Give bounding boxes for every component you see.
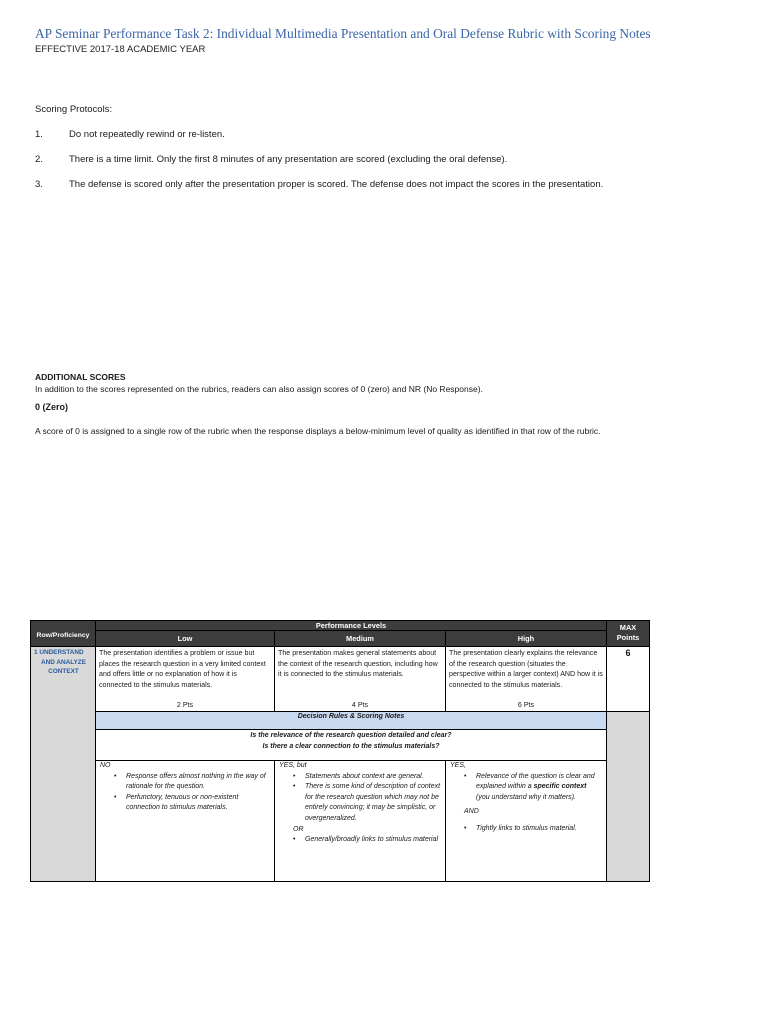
low-header: Low xyxy=(95,630,275,647)
high-note-text: (you understand why it matters). xyxy=(476,793,576,801)
low-notes-cell xyxy=(95,760,275,882)
or-label: OR xyxy=(293,825,304,833)
additional-scores-heading: ADDITIONAL SCORES xyxy=(35,372,126,382)
yes-label: YES, xyxy=(450,762,466,769)
specific-context-text: specific context xyxy=(533,783,587,791)
medium-note-bullet: • Statements about context are general. xyxy=(275,772,445,783)
protocol-number: 2. xyxy=(35,154,43,165)
protocol-text: There is a time limit. Only the first 8 minutes of any presentation are scored (excluding the oral defense). xyxy=(69,154,508,165)
zero-score-body: A score of 0 is assigned to a single row of the rubric when the response displays a below-minimum level of quality as identified in that row of the rubric. xyxy=(35,426,601,436)
max-points-header xyxy=(606,620,650,647)
protocol-number: 1. xyxy=(35,129,43,140)
medium-descriptor-cell xyxy=(274,646,446,712)
row-label-line: 1 UNDERSTAND xyxy=(34,649,84,656)
high-note-bullet: • Tightly links to stimulus material. xyxy=(446,824,606,835)
decision-rules-header xyxy=(95,711,607,730)
row-label-line: AND ANALYZE xyxy=(41,658,86,666)
document-title: AP Seminar Performance Task 2: Individual Multimedia Presentation and Oral Defense Rubric with Scoring Notes xyxy=(35,26,651,41)
rubric-table xyxy=(30,620,650,882)
guiding-questions-cell xyxy=(95,729,607,761)
max-points-cell xyxy=(606,646,650,712)
and-label: AND xyxy=(464,808,479,816)
question-1: Is the relevance of the research question detailed and clear? xyxy=(250,732,452,739)
row-label-line: CONTEXT xyxy=(48,668,79,675)
protocol-text: Do not repeatedly rewind or re-listen. xyxy=(69,129,225,140)
no-label: NO xyxy=(100,762,111,769)
max-points-gray-cell xyxy=(606,711,650,882)
guiding-questions xyxy=(96,730,606,752)
medium-note-bullet: • There is some kind of description of context for the research question which may not be entirely convincing; it may be simplistic, or overgeneralized. xyxy=(275,782,445,824)
protocol-item xyxy=(35,154,507,165)
additional-scores-body: In addition to the scores represented on the rubrics, readers can also assign scores of 0 (zero) and NR (No Response). xyxy=(35,384,483,394)
low-points: 2 Pts xyxy=(176,701,194,709)
max-points-value: 6 xyxy=(625,648,631,658)
medium-header: Medium xyxy=(274,630,446,647)
decision-rules-label: Decision Rules & Scoring Notes xyxy=(297,713,405,720)
low-descriptor-cell xyxy=(95,646,275,712)
high-descriptor-cell xyxy=(445,646,607,712)
low-note-bullet: • Response offers almost nothing in the way of rationale for the question. xyxy=(96,772,274,793)
protocol-item xyxy=(35,179,603,190)
performance-levels-header: Performance Levels xyxy=(95,620,607,631)
medium-descriptor: The presentation makes general statements about the context of the research question, including how it is connected to the stimulus materials. xyxy=(278,649,438,679)
low-note-bullet: • Perfunctory, tenuous or non-existent connection to stimulus materials. xyxy=(96,793,274,814)
scoring-protocols-label: Scoring Protocols: xyxy=(35,104,113,115)
protocol-text: The defense is scored only after the presentation proper is scored. The defense does not impact the scores in the presentation. xyxy=(69,179,604,190)
low-descriptor: The presentation identifies a problem or issue but places the research question in a very limited context and offers little or no explanation of how it is connected to the stimulus materials. xyxy=(99,649,266,689)
question-2: Is there a clear connection to the stimulus materials? xyxy=(262,742,440,750)
protocol-item xyxy=(35,129,225,140)
row-label xyxy=(31,647,95,677)
row-proficiency-header xyxy=(30,620,96,647)
row-label-cell xyxy=(30,646,96,882)
high-notes-cell xyxy=(445,760,607,882)
high-header: High xyxy=(445,630,607,647)
protocol-number: 3. xyxy=(35,179,43,190)
medium-note-bullet: • Generally/broadly links to stimulus material xyxy=(275,835,445,846)
high-points: 6 Pts xyxy=(517,701,535,709)
yes-but-label: YES, but xyxy=(279,762,307,769)
zero-score-heading: 0 (Zero) xyxy=(35,402,69,412)
high-note-text: Relevance of the question is clear and explained within a xyxy=(476,772,595,791)
medium-points: 4 Pts xyxy=(351,701,369,709)
max-label: MAX xyxy=(619,623,637,632)
high-descriptor: The presentation clearly explains the relevance of the research question (situates the perspective within a larger context) AND how it is connected to the stimulus materials. xyxy=(449,649,603,689)
medium-notes-cell xyxy=(274,760,446,882)
points-label: Points xyxy=(616,633,640,642)
document-subtitle: EFFECTIVE 2017-18 ACADEMIC YEAR xyxy=(35,44,206,55)
high-note-bullet xyxy=(446,772,606,804)
row-proficiency-label: Row/Proficiency xyxy=(36,632,90,639)
